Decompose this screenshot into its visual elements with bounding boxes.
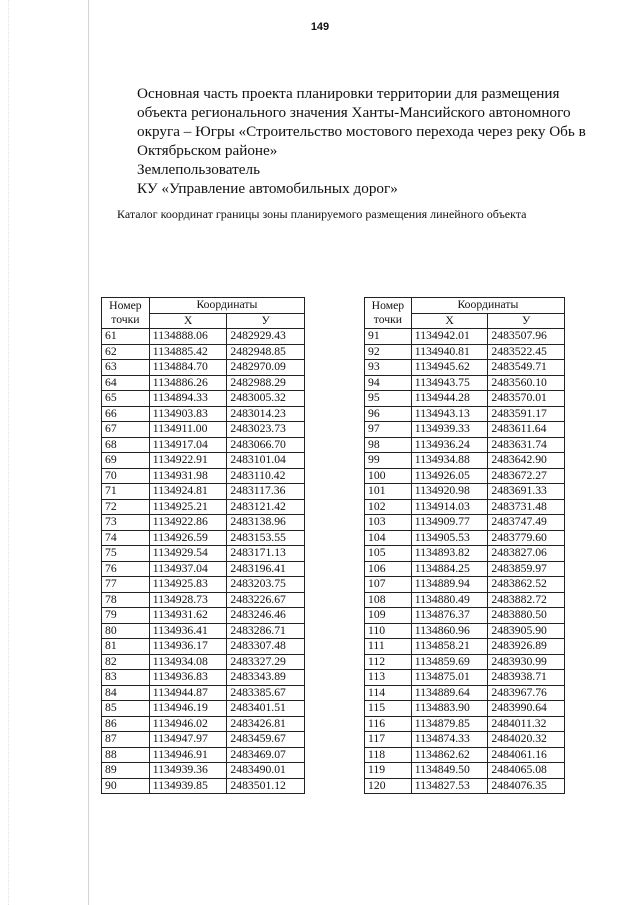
y-coordinate-cell: 2483110.42 xyxy=(227,468,305,484)
page-number: 149 xyxy=(310,21,330,33)
header-point-number xyxy=(365,298,412,329)
x-coordinate-cell: 1134936.41 xyxy=(149,623,227,639)
point-number-cell: 119 xyxy=(365,763,412,779)
y-coordinate-cell: 2484020.32 xyxy=(488,732,565,748)
table-row xyxy=(365,499,565,515)
y-coordinate-cell: 2483005.32 xyxy=(227,391,305,407)
coordinates-table-right xyxy=(364,297,565,794)
x-coordinate-cell: 1134911.00 xyxy=(149,422,227,438)
table-row xyxy=(102,391,305,407)
point-number-cell: 99 xyxy=(365,453,412,469)
x-coordinate-cell: 1134943.75 xyxy=(411,375,488,391)
x-coordinate-cell: 1134920.98 xyxy=(411,484,488,500)
y-coordinate-cell: 2483880.50 xyxy=(488,608,565,624)
y-coordinate-cell: 2483401.51 xyxy=(227,701,305,717)
x-coordinate-cell: 1134889.94 xyxy=(411,577,488,593)
header-y: У xyxy=(227,313,305,329)
point-number-cell: 75 xyxy=(102,546,150,562)
x-coordinate-cell: 1134931.62 xyxy=(149,608,227,624)
document-heading xyxy=(137,84,607,198)
y-coordinate-cell: 2483014.23 xyxy=(227,406,305,422)
table-row xyxy=(102,716,305,732)
table-row xyxy=(102,608,305,624)
y-coordinate-cell: 2483343.89 xyxy=(227,670,305,686)
header-point-number xyxy=(102,298,150,329)
table-row xyxy=(102,639,305,655)
point-number-cell: 108 xyxy=(365,592,412,608)
table-row xyxy=(102,778,305,794)
x-coordinate-cell: 1134874.33 xyxy=(411,732,488,748)
x-coordinate-cell: 1134879.85 xyxy=(411,716,488,732)
x-coordinate-cell: 1134934.08 xyxy=(149,654,227,670)
y-coordinate-cell: 2482970.09 xyxy=(227,360,305,376)
y-coordinate-cell: 2483990.64 xyxy=(488,701,565,717)
table-row xyxy=(365,375,565,391)
table-row xyxy=(365,561,565,577)
y-coordinate-cell: 2483226.67 xyxy=(227,592,305,608)
point-number-cell: 111 xyxy=(365,639,412,655)
y-coordinate-cell: 2483171.13 xyxy=(227,546,305,562)
point-number-cell: 80 xyxy=(102,623,150,639)
x-coordinate-cell: 1134924.81 xyxy=(149,484,227,500)
y-coordinate-cell: 2483691.33 xyxy=(488,484,565,500)
y-coordinate-cell: 2483779.60 xyxy=(488,530,565,546)
x-coordinate-cell: 1134937.04 xyxy=(149,561,227,577)
x-coordinate-cell: 1134884.70 xyxy=(149,360,227,376)
header-x: X xyxy=(149,313,227,329)
x-coordinate-cell: 1134939.36 xyxy=(149,763,227,779)
table-row xyxy=(365,608,565,624)
table-row xyxy=(365,406,565,422)
x-coordinate-cell: 1134893.82 xyxy=(411,546,488,562)
point-number-cell: 84 xyxy=(102,685,150,701)
y-coordinate-cell: 2483121.42 xyxy=(227,499,305,515)
point-number-cell: 115 xyxy=(365,701,412,717)
y-coordinate-cell: 2483905.90 xyxy=(488,623,565,639)
y-coordinate-cell: 2483731.48 xyxy=(488,499,565,515)
x-coordinate-cell: 1134884.25 xyxy=(411,561,488,577)
table-row xyxy=(102,592,305,608)
y-coordinate-cell: 2483307.48 xyxy=(227,639,305,655)
point-number-cell: 76 xyxy=(102,561,150,577)
point-number-cell: 82 xyxy=(102,654,150,670)
table-row xyxy=(102,437,305,453)
point-number-cell: 72 xyxy=(102,499,150,515)
y-coordinate-cell: 2482948.85 xyxy=(227,344,305,360)
table-row xyxy=(102,685,305,701)
point-number-cell: 92 xyxy=(365,344,412,360)
heading-line: Октябрьском районе» xyxy=(137,142,278,159)
y-coordinate-cell: 2483507.96 xyxy=(488,329,565,345)
table-row xyxy=(102,732,305,748)
point-number-cell: 78 xyxy=(102,592,150,608)
table-row xyxy=(102,763,305,779)
y-coordinate-cell: 2483327.29 xyxy=(227,654,305,670)
x-coordinate-cell: 1134880.49 xyxy=(411,592,488,608)
table-row xyxy=(365,623,565,639)
x-coordinate-cell: 1134909.77 xyxy=(411,515,488,531)
point-number-cell: 65 xyxy=(102,391,150,407)
header-number-label: Номер xyxy=(371,299,405,312)
y-coordinate-cell: 2483490.01 xyxy=(227,763,305,779)
table-row xyxy=(365,592,565,608)
point-number-cell: 112 xyxy=(365,654,412,670)
y-coordinate-cell: 2483138.96 xyxy=(227,515,305,531)
table-row xyxy=(102,406,305,422)
x-coordinate-cell: 1134876.37 xyxy=(411,608,488,624)
point-number-cell: 102 xyxy=(365,499,412,515)
table-row xyxy=(102,530,305,546)
x-coordinate-cell: 1134925.83 xyxy=(149,577,227,593)
point-number-cell: 61 xyxy=(102,329,150,345)
y-coordinate-cell: 2483926.89 xyxy=(488,639,565,655)
table-row xyxy=(102,623,305,639)
point-number-cell: 79 xyxy=(102,608,150,624)
table-row xyxy=(365,344,565,360)
point-number-cell: 64 xyxy=(102,375,150,391)
point-number-cell: 71 xyxy=(102,484,150,500)
y-coordinate-cell: 2483859.97 xyxy=(488,561,565,577)
y-coordinate-cell: 2483611.64 xyxy=(488,422,565,438)
y-coordinate-cell: 2483549.71 xyxy=(488,360,565,376)
table-row xyxy=(365,701,565,717)
x-coordinate-cell: 1134946.19 xyxy=(149,701,227,717)
x-coordinate-cell: 1134926.59 xyxy=(149,530,227,546)
x-coordinate-cell: 1134934.88 xyxy=(411,453,488,469)
x-coordinate-cell: 1134922.86 xyxy=(149,515,227,531)
header-coordinates: Координаты xyxy=(149,298,304,314)
x-coordinate-cell: 1134922.91 xyxy=(149,453,227,469)
table-row xyxy=(365,484,565,500)
y-coordinate-cell: 2484065.08 xyxy=(488,763,565,779)
x-coordinate-cell: 1134946.02 xyxy=(149,716,227,732)
table-row xyxy=(365,391,565,407)
point-number-cell: 89 xyxy=(102,763,150,779)
table-row xyxy=(365,732,565,748)
point-number-cell: 118 xyxy=(365,747,412,763)
scan-edge-speckle xyxy=(8,0,10,905)
point-number-cell: 113 xyxy=(365,670,412,686)
point-number-cell: 94 xyxy=(365,375,412,391)
table-row xyxy=(102,654,305,670)
point-number-cell: 81 xyxy=(102,639,150,655)
y-coordinate-cell: 2484061.16 xyxy=(488,747,565,763)
y-coordinate-cell: 2483882.72 xyxy=(488,592,565,608)
y-coordinate-cell: 2483101.04 xyxy=(227,453,305,469)
y-coordinate-cell: 2483246.46 xyxy=(227,608,305,624)
table-row xyxy=(365,639,565,655)
table-row xyxy=(365,530,565,546)
point-number-cell: 109 xyxy=(365,608,412,624)
table-row xyxy=(102,329,305,345)
x-coordinate-cell: 1134945.62 xyxy=(411,360,488,376)
x-coordinate-cell: 1134936.17 xyxy=(149,639,227,655)
table-row xyxy=(365,546,565,562)
table-row xyxy=(102,561,305,577)
binding-margin-line xyxy=(88,0,89,905)
x-coordinate-cell: 1134905.53 xyxy=(411,530,488,546)
header-coordinates: Координаты xyxy=(411,298,564,314)
x-coordinate-cell: 1134883.90 xyxy=(411,701,488,717)
y-coordinate-cell: 2483570.01 xyxy=(488,391,565,407)
x-coordinate-cell: 1134849.50 xyxy=(411,763,488,779)
y-coordinate-cell: 2484011.32 xyxy=(488,716,565,732)
point-number-cell: 93 xyxy=(365,360,412,376)
y-coordinate-cell: 2483827.06 xyxy=(488,546,565,562)
point-number-cell: 62 xyxy=(102,344,150,360)
x-coordinate-cell: 1134827.53 xyxy=(411,778,488,794)
table-row xyxy=(102,670,305,686)
y-coordinate-cell: 2483591.17 xyxy=(488,406,565,422)
table-row xyxy=(102,701,305,717)
x-coordinate-cell: 1134903.83 xyxy=(149,406,227,422)
point-number-cell: 105 xyxy=(365,546,412,562)
x-coordinate-cell: 1134928.73 xyxy=(149,592,227,608)
y-coordinate-cell: 2483747.49 xyxy=(488,515,565,531)
point-number-cell: 96 xyxy=(365,406,412,422)
point-number-cell: 67 xyxy=(102,422,150,438)
x-coordinate-cell: 1134860.96 xyxy=(411,623,488,639)
table-row xyxy=(102,453,305,469)
point-number-cell: 77 xyxy=(102,577,150,593)
table-body-left xyxy=(102,329,305,794)
point-number-cell: 116 xyxy=(365,716,412,732)
x-coordinate-cell: 1134875.01 xyxy=(411,670,488,686)
y-coordinate-cell: 2483153.55 xyxy=(227,530,305,546)
point-number-cell: 95 xyxy=(365,391,412,407)
y-coordinate-cell: 2483117.36 xyxy=(227,484,305,500)
point-number-cell: 117 xyxy=(365,732,412,748)
table-row xyxy=(365,670,565,686)
table-row xyxy=(365,422,565,438)
point-number-cell: 101 xyxy=(365,484,412,500)
table-row xyxy=(365,453,565,469)
point-number-cell: 86 xyxy=(102,716,150,732)
heading-line: объекта регионального значения Ханты-Мансийского автономного xyxy=(137,104,571,121)
table-row xyxy=(365,515,565,531)
x-coordinate-cell: 1134894.33 xyxy=(149,391,227,407)
point-number-cell: 98 xyxy=(365,437,412,453)
point-number-cell: 66 xyxy=(102,406,150,422)
table-row xyxy=(102,468,305,484)
point-number-cell: 91 xyxy=(365,329,412,345)
table-row xyxy=(365,716,565,732)
y-coordinate-cell: 2483642.90 xyxy=(488,453,565,469)
y-coordinate-cell: 2483066.70 xyxy=(227,437,305,453)
table-row xyxy=(365,763,565,779)
point-number-cell: 73 xyxy=(102,515,150,531)
table-body-right xyxy=(365,329,565,794)
point-number-cell: 87 xyxy=(102,732,150,748)
x-coordinate-cell: 1134888.06 xyxy=(149,329,227,345)
x-coordinate-cell: 1134947.97 xyxy=(149,732,227,748)
header-y: У xyxy=(488,313,565,329)
table-row xyxy=(102,747,305,763)
point-number-cell: 104 xyxy=(365,530,412,546)
x-coordinate-cell: 1134940.81 xyxy=(411,344,488,360)
table-row xyxy=(365,468,565,484)
table-row xyxy=(102,546,305,562)
y-coordinate-cell: 2483023.73 xyxy=(227,422,305,438)
table-row xyxy=(365,437,565,453)
y-coordinate-cell: 2483522.45 xyxy=(488,344,565,360)
table-row xyxy=(102,375,305,391)
y-coordinate-cell: 2483385.67 xyxy=(227,685,305,701)
point-number-cell: 69 xyxy=(102,453,150,469)
x-coordinate-cell: 1134859.69 xyxy=(411,654,488,670)
table-row xyxy=(365,577,565,593)
y-coordinate-cell: 2483196.41 xyxy=(227,561,305,577)
x-coordinate-cell: 1134931.98 xyxy=(149,468,227,484)
y-coordinate-cell: 2484076.35 xyxy=(488,778,565,794)
coordinates-table-left xyxy=(101,297,305,794)
x-coordinate-cell: 1134886.26 xyxy=(149,375,227,391)
y-coordinate-cell: 2483426.81 xyxy=(227,716,305,732)
table-row xyxy=(365,685,565,701)
table-row xyxy=(365,654,565,670)
y-coordinate-cell: 2483672.27 xyxy=(488,468,565,484)
table-row xyxy=(102,577,305,593)
y-coordinate-cell: 2483862.52 xyxy=(488,577,565,593)
point-number-cell: 100 xyxy=(365,468,412,484)
y-coordinate-cell: 2482988.29 xyxy=(227,375,305,391)
point-number-cell: 83 xyxy=(102,670,150,686)
header-x: X xyxy=(411,313,488,329)
point-number-cell: 107 xyxy=(365,577,412,593)
x-coordinate-cell: 1134914.03 xyxy=(411,499,488,515)
table-row xyxy=(102,344,305,360)
heading-line: округа – Югры «Строительство мостового перехода через реку Обь в xyxy=(137,123,586,140)
x-coordinate-cell: 1134885.42 xyxy=(149,344,227,360)
catalog-caption: Каталог координат границы зоны планируемого размещения линейного объекта xyxy=(117,207,527,221)
y-coordinate-cell: 2483560.10 xyxy=(488,375,565,391)
y-coordinate-cell: 2483930.99 xyxy=(488,654,565,670)
x-coordinate-cell: 1134942.01 xyxy=(411,329,488,345)
point-number-cell: 110 xyxy=(365,623,412,639)
x-coordinate-cell: 1134926.05 xyxy=(411,468,488,484)
point-number-cell: 90 xyxy=(102,778,150,794)
land-user-name: КУ «Управление автомобильных дорог» xyxy=(137,180,398,197)
x-coordinate-cell: 1134946.91 xyxy=(149,747,227,763)
y-coordinate-cell: 2483286.71 xyxy=(227,623,305,639)
heading-line: Основная часть проекта планировки территории для размещения xyxy=(137,85,560,102)
table-row xyxy=(102,422,305,438)
table-row xyxy=(102,515,305,531)
x-coordinate-cell: 1134917.04 xyxy=(149,437,227,453)
table-row xyxy=(102,499,305,515)
header-point-label: точки xyxy=(373,313,403,326)
table-row xyxy=(365,778,565,794)
y-coordinate-cell: 2483501.12 xyxy=(227,778,305,794)
table-row xyxy=(102,360,305,376)
x-coordinate-cell: 1134936.24 xyxy=(411,437,488,453)
y-coordinate-cell: 2483631.74 xyxy=(488,437,565,453)
header-point-label: точки xyxy=(111,313,140,326)
y-coordinate-cell: 2482929.43 xyxy=(227,329,305,345)
point-number-cell: 74 xyxy=(102,530,150,546)
point-number-cell: 88 xyxy=(102,747,150,763)
point-number-cell: 63 xyxy=(102,360,150,376)
point-number-cell: 103 xyxy=(365,515,412,531)
y-coordinate-cell: 2483967.76 xyxy=(488,685,565,701)
point-number-cell: 120 xyxy=(365,778,412,794)
x-coordinate-cell: 1134925.21 xyxy=(149,499,227,515)
y-coordinate-cell: 2483203.75 xyxy=(227,577,305,593)
x-coordinate-cell: 1134939.33 xyxy=(411,422,488,438)
header-number-label: Номер xyxy=(109,299,142,312)
point-number-cell: 85 xyxy=(102,701,150,717)
x-coordinate-cell: 1134939.85 xyxy=(149,778,227,794)
table-row xyxy=(365,360,565,376)
table-row xyxy=(102,484,305,500)
x-coordinate-cell: 1134936.83 xyxy=(149,670,227,686)
x-coordinate-cell: 1134943.13 xyxy=(411,406,488,422)
point-number-cell: 97 xyxy=(365,422,412,438)
x-coordinate-cell: 1134862.62 xyxy=(411,747,488,763)
y-coordinate-cell: 2483938.71 xyxy=(488,670,565,686)
table-row xyxy=(365,329,565,345)
x-coordinate-cell: 1134944.28 xyxy=(411,391,488,407)
y-coordinate-cell: 2483459.67 xyxy=(227,732,305,748)
land-user-label: Землепользователь xyxy=(137,161,261,178)
point-number-cell: 70 xyxy=(102,468,150,484)
x-coordinate-cell: 1134889.64 xyxy=(411,685,488,701)
point-number-cell: 68 xyxy=(102,437,150,453)
y-coordinate-cell: 2483469.07 xyxy=(227,747,305,763)
x-coordinate-cell: 1134929.54 xyxy=(149,546,227,562)
x-coordinate-cell: 1134858.21 xyxy=(411,639,488,655)
point-number-cell: 106 xyxy=(365,561,412,577)
point-number-cell: 114 xyxy=(365,685,412,701)
table-row xyxy=(365,747,565,763)
x-coordinate-cell: 1134944.87 xyxy=(149,685,227,701)
